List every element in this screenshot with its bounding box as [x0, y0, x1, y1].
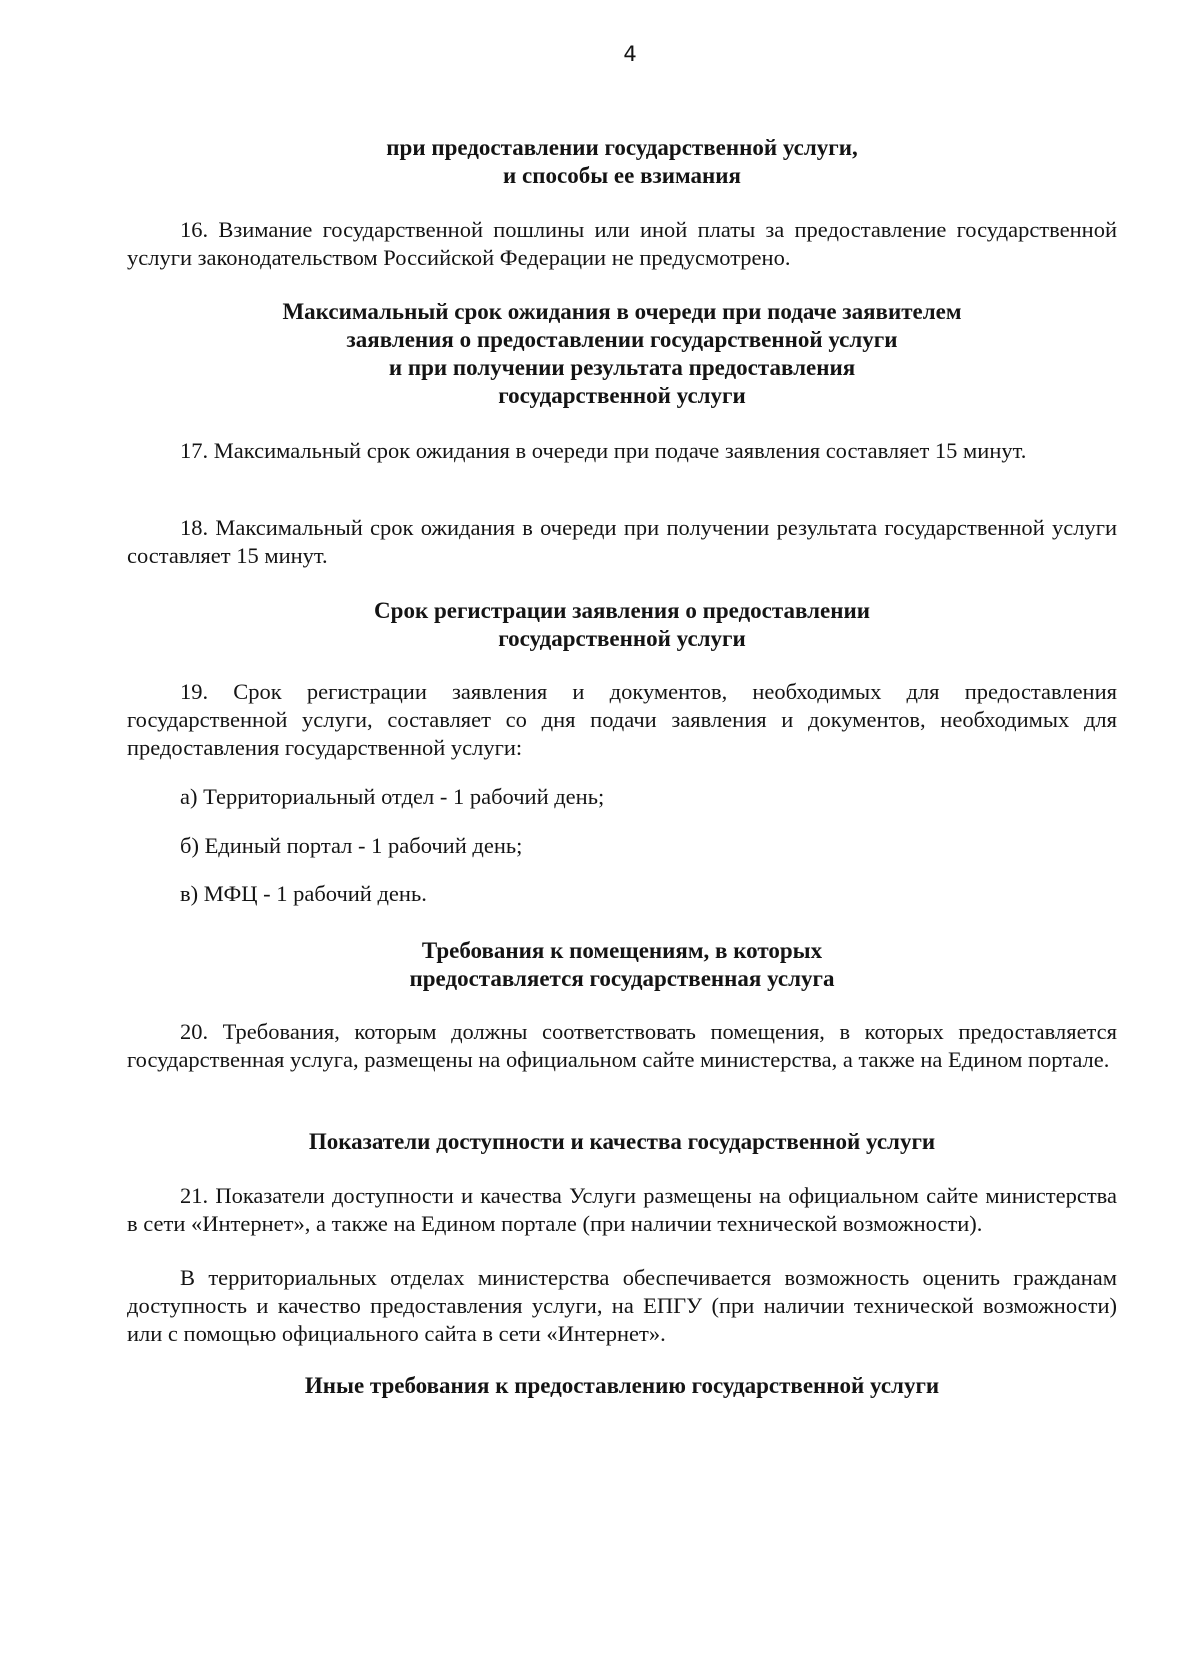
- heading-line: и способы ее взимания: [503, 163, 741, 188]
- heading-line: заявления о предоставлении государственной услуги: [346, 327, 898, 352]
- page-number: 4: [623, 42, 637, 66]
- heading-fee: [127, 134, 1117, 190]
- list-item: в) МФЦ - 1 рабочий день.: [180, 881, 427, 906]
- paragraph-21-continued: В территориальных отделах министерства обеспечивается возможность оценить гражданам доступность и качество предоставления услуги, на ЕПГУ (при наличии технической возможности) или с помощью официального сайта в сети «Интернет».: [127, 1265, 1117, 1346]
- heading-line: Иные требования к предоставлению государственной услуги: [304, 1373, 940, 1398]
- heading-quality: [127, 1128, 1117, 1156]
- paragraph-18: 18. Максимальный срок ожидания в очереди при получении результата государственной услуги составляет 15 минут.: [127, 515, 1117, 568]
- heading-line: предоставляется государственная услуга: [409, 966, 835, 991]
- heading-line: при предоставлении государственной услуги,: [386, 135, 858, 160]
- heading-premises: [127, 937, 1117, 993]
- list-item: а) Территориальный отдел - 1 рабочий день;: [180, 784, 605, 809]
- paragraph-21: 21. Показатели доступности и качества Услуги размещены на официальном сайте министерства в сети «Интернет», а также на Едином портале (при наличии технической возможности).: [127, 1183, 1117, 1236]
- heading-line: Максимальный срок ожидания в очереди при подаче заявителем: [282, 299, 962, 324]
- paragraph-19: 19. Срок регистрации заявления и документов, необходимых для предоставления государственной услуги, составляет со дня подачи заявления и документов, необходимых для предоставления государственной услуги:: [127, 679, 1117, 760]
- heading-queue: [127, 298, 1117, 410]
- heading-line: Срок регистрации заявления о предоставлении: [374, 598, 870, 623]
- paragraph-16: 16. Взимание государственной пошлины или иной платы за предоставление государственной услуги законодательством Российской Федерации не предусмотрено.: [127, 217, 1117, 270]
- heading-line: государственной услуги: [498, 626, 746, 651]
- heading-other: [127, 1372, 1117, 1400]
- heading-line: государственной услуги: [498, 383, 746, 408]
- list-item: б) Единый портал - 1 рабочий день;: [180, 833, 523, 858]
- heading-line: и при получении результата предоставления: [388, 355, 856, 380]
- paragraph-20: 20. Требования, которым должны соответствовать помещения, в которых предоставляется государственная услуга, размещены на официальном сайте министерства, а также на Едином портале.: [127, 1019, 1117, 1072]
- heading-registration: [127, 597, 1117, 653]
- paragraph-17: 17. Максимальный срок ожидания в очереди при подаче заявления составляет 15 минут.: [180, 438, 1027, 463]
- heading-line: Требования к помещениям, в которых: [421, 938, 823, 963]
- heading-line: Показатели доступности и качества государственной услуги: [308, 1129, 936, 1154]
